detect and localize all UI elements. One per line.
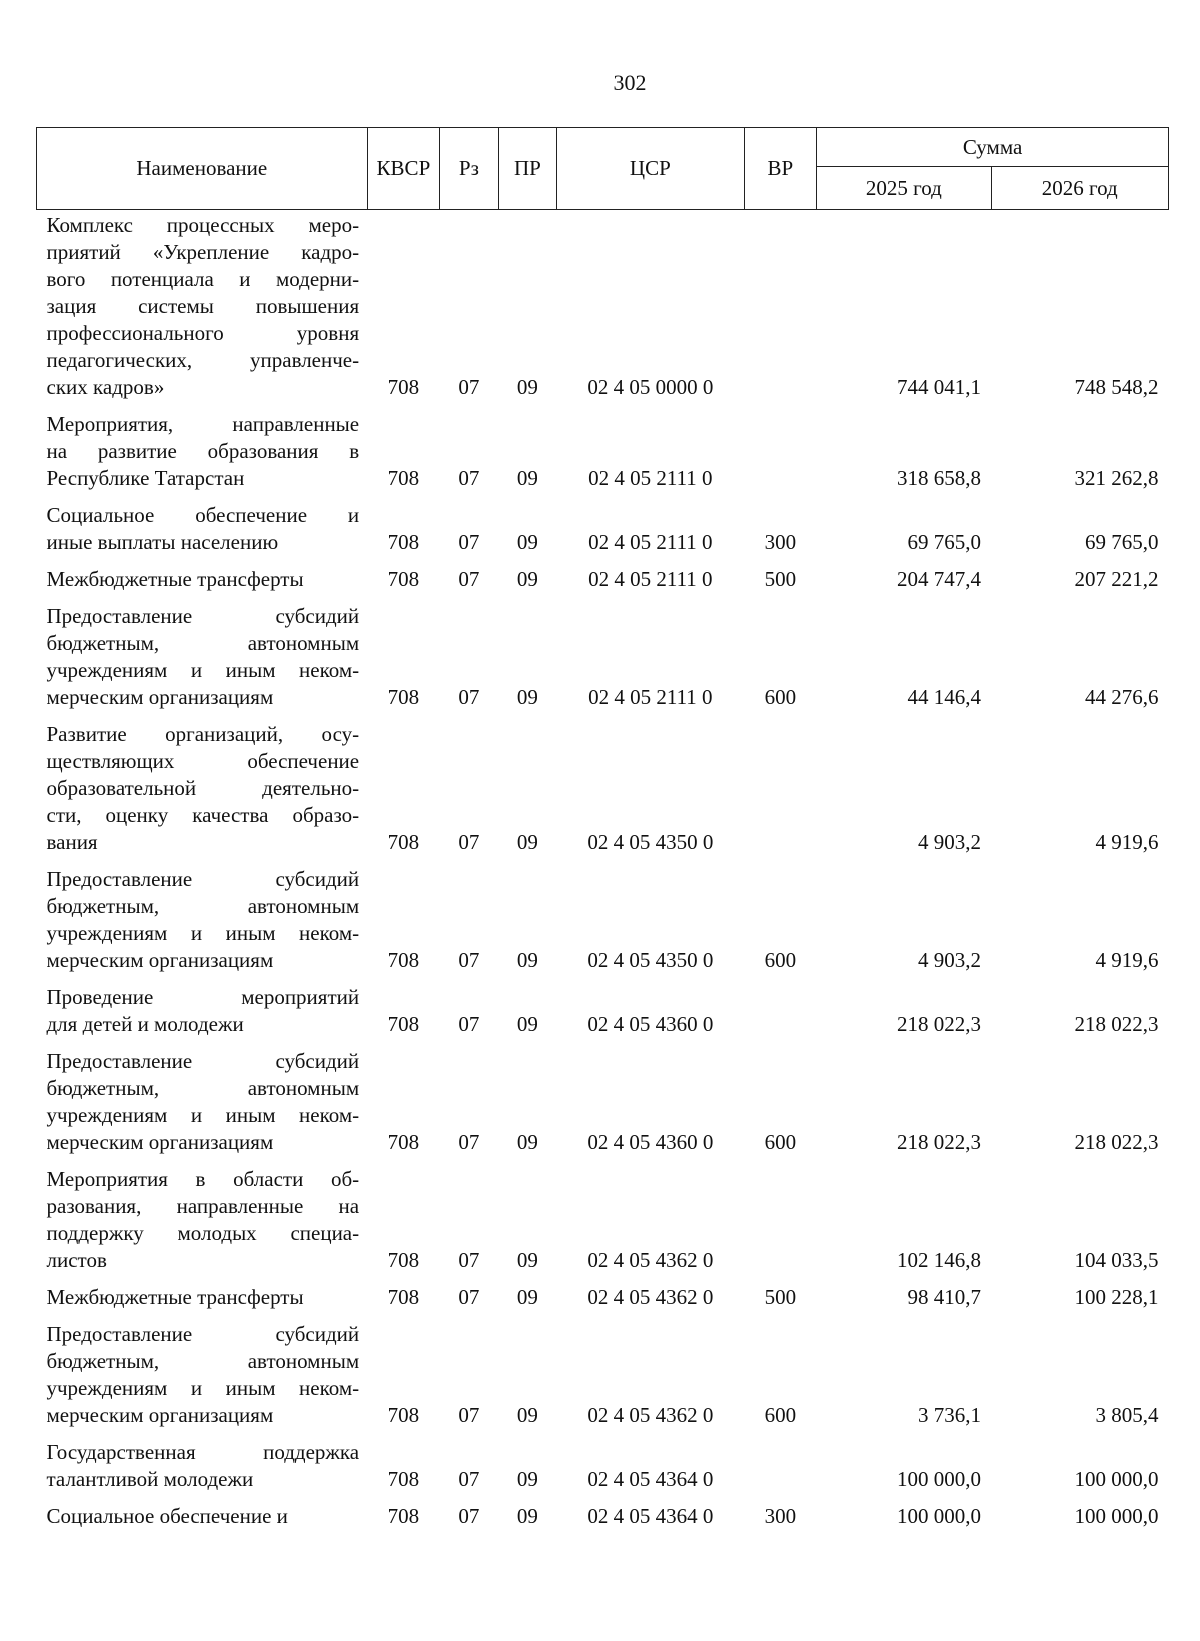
row-name-line: Предоставление субсидий	[46, 867, 360, 891]
row-sum-2025: 218 022,3	[897, 1012, 982, 1036]
row-name-line: вого потенциала и модерни-	[46, 267, 360, 291]
row-csr: 02 4 05 4360 0	[587, 1130, 714, 1154]
row-name-line: на развитие образования в	[46, 439, 360, 463]
row-rz: 07	[458, 1130, 480, 1154]
table-row	[37, 401, 1169, 492]
row-name-line: зация системы повышения	[46, 294, 360, 318]
row-name-line: для детей и молодежи	[46, 1012, 244, 1036]
row-vr: 300	[764, 530, 797, 554]
row-name	[37, 401, 368, 492]
row-vr	[744, 1429, 817, 1493]
row-vr	[744, 401, 817, 492]
row-sum-2026: 69 765,0	[1085, 530, 1159, 554]
row-sum-2026: 44 276,6	[1085, 685, 1159, 709]
header-rz: Рз	[440, 128, 498, 210]
row-kvsr: 708	[387, 1403, 420, 1427]
row-name-line: бюджетным, автономным	[46, 631, 360, 655]
row-pr: 09	[516, 1130, 538, 1154]
row-kvsr: 708	[387, 1012, 420, 1036]
row-vr	[744, 974, 817, 1038]
table-row	[37, 1156, 1169, 1274]
row-name-line: Предоставление субсидий	[46, 604, 360, 628]
row-name-line: поддержку молодых специа-	[46, 1221, 360, 1245]
table-row	[37, 974, 1169, 1038]
table-row	[37, 711, 1169, 856]
row-name-line: ществляющих обеспечение	[46, 749, 360, 773]
row-kvsr: 708	[387, 685, 420, 709]
row-pr: 09	[516, 375, 538, 399]
row-vr: 600	[764, 948, 797, 972]
row-name	[37, 1311, 368, 1429]
row-rz: 07	[458, 1012, 480, 1036]
row-kvsr: 708	[387, 1285, 420, 1309]
row-sum-2026: 748 548,2	[1074, 375, 1159, 399]
row-name-line: мерческим организациям	[46, 948, 274, 972]
row-rz: 07	[458, 948, 480, 972]
row-rz: 07	[458, 530, 480, 554]
row-name-line: Предоставление субсидий	[46, 1049, 360, 1073]
row-pr: 09	[516, 1248, 538, 1272]
row-csr: 02 4 05 0000 0	[587, 375, 714, 399]
row-rz: 07	[458, 1403, 480, 1427]
row-name-line: ских кадров»	[46, 375, 165, 399]
row-kvsr: 708	[387, 830, 420, 854]
row-sum-2025: 44 146,4	[907, 685, 982, 709]
row-csr: 02 4 05 2111 0	[588, 466, 713, 490]
row-sum-2026: 3 805,4	[1095, 1403, 1159, 1427]
row-sum-2026: 100 000,0	[1074, 1467, 1159, 1491]
row-name-line: талантливой молодежи	[46, 1467, 254, 1491]
row-vr: 300	[764, 1504, 797, 1528]
row-vr	[744, 1156, 817, 1274]
row-vr: 600	[764, 1130, 797, 1154]
row-pr: 09	[516, 530, 538, 554]
row-name-line: разования, направленные на	[46, 1194, 360, 1218]
row-pr: 09	[516, 1285, 538, 1309]
row-name-line: бюджетным, автономным	[46, 894, 360, 918]
row-rz: 07	[458, 1504, 480, 1528]
row-csr: 02 4 05 2111 0	[588, 685, 713, 709]
row-name-line: вания	[46, 830, 98, 854]
row-name	[37, 1274, 368, 1311]
row-sum-2025: 3 736,1	[918, 1403, 982, 1427]
row-name-line: Предоставление субсидий	[46, 1322, 360, 1346]
row-csr: 02 4 05 4362 0	[587, 1285, 714, 1309]
row-name-line: Комплекс процессных меро-	[46, 213, 360, 237]
row-name-line: бюджетным, автономным	[46, 1349, 360, 1373]
row-name-line: мерческим организациям	[46, 685, 274, 709]
row-sum-2025: 102 146,8	[897, 1248, 982, 1272]
row-csr: 02 4 05 4364 0	[587, 1504, 714, 1528]
row-csr: 02 4 05 4362 0	[587, 1248, 714, 1272]
row-name-line: Социальное обеспечение и	[46, 1504, 288, 1528]
row-name-line: мерческим организациям	[46, 1403, 274, 1427]
row-sum-2025: 744 041,1	[897, 375, 982, 399]
row-pr: 09	[516, 1467, 538, 1491]
row-vr	[744, 711, 817, 856]
row-kvsr: 708	[387, 1504, 420, 1528]
row-name-line: Межбюджетные трансферты	[46, 1285, 304, 1309]
row-sum-2026: 321 262,8	[1074, 466, 1159, 490]
row-name-line: мерческим организациям	[46, 1130, 274, 1154]
row-sum-2025: 100 000,0	[897, 1467, 982, 1491]
header-name: Наименование	[37, 128, 368, 210]
row-name-line: Мероприятия, направленные	[46, 412, 360, 436]
row-name-line: бюджетным, автономным	[46, 1076, 360, 1100]
row-rz: 07	[458, 375, 480, 399]
row-rz: 07	[458, 830, 480, 854]
row-name	[37, 1038, 368, 1156]
row-name-line: Социальное обеспечение и	[46, 503, 360, 527]
row-csr: 02 4 05 4350 0	[587, 830, 714, 854]
row-sum-2026: 218 022,3	[1074, 1130, 1159, 1154]
table-row	[37, 856, 1169, 974]
row-kvsr: 708	[387, 530, 420, 554]
row-rz: 07	[458, 466, 480, 490]
row-name-line: сти, оценку качества образо-	[46, 803, 360, 827]
row-rz: 07	[458, 685, 480, 709]
row-csr: 02 4 05 4350 0	[587, 948, 714, 972]
row-sum-2026: 100 000,0	[1074, 1504, 1159, 1528]
row-name-line: Мероприятия в области об-	[46, 1167, 360, 1191]
row-name-line: профессионального уровня	[46, 321, 360, 345]
row-sum-2025: 69 765,0	[907, 530, 982, 554]
header-csr: ЦСР	[557, 128, 744, 210]
row-name-line: Развитие организаций, осу-	[46, 722, 360, 746]
table-row	[37, 1493, 1169, 1530]
row-name-line: Республике Татарстан	[46, 466, 245, 490]
row-csr: 02 4 05 4362 0	[587, 1403, 714, 1427]
row-vr: 600	[764, 685, 797, 709]
table-body	[37, 210, 1169, 1531]
row-pr: 09	[516, 1012, 538, 1036]
row-sum-2025: 318 658,8	[897, 466, 982, 490]
row-vr: 500	[764, 1285, 797, 1309]
header-sum: Сумма	[817, 128, 1169, 167]
row-sum-2026: 4 919,6	[1095, 948, 1159, 972]
row-name-line: учреждениям и иным неком-	[46, 921, 360, 945]
row-name	[37, 210, 368, 402]
row-name-line: Государственная поддержка	[46, 1440, 360, 1464]
row-name	[37, 593, 368, 711]
row-csr: 02 4 05 2111 0	[588, 530, 713, 554]
page-number: 302	[613, 70, 647, 95]
row-name-line: учреждениям и иным неком-	[46, 1103, 360, 1127]
row-sum-2026: 100 228,1	[1074, 1285, 1159, 1309]
row-vr: 600	[764, 1403, 797, 1427]
row-kvsr: 708	[387, 466, 420, 490]
table-row	[37, 492, 1169, 556]
row-name	[37, 492, 368, 556]
row-name-line: учреждениям и иным неком-	[46, 658, 360, 682]
header-year-2025: 2025 год	[817, 167, 991, 210]
table-row	[37, 1311, 1169, 1429]
row-kvsr: 708	[387, 1130, 420, 1154]
row-name	[37, 974, 368, 1038]
row-name-line: листов	[46, 1248, 107, 1272]
row-sum-2025: 100 000,0	[897, 1504, 982, 1528]
row-rz: 07	[458, 1248, 480, 1272]
header-vr: ВР	[744, 128, 817, 210]
row-sum-2026: 218 022,3	[1074, 1012, 1159, 1036]
row-sum-2026: 4 919,6	[1095, 830, 1159, 854]
row-kvsr: 708	[387, 1248, 420, 1272]
row-pr: 09	[516, 466, 538, 490]
row-name	[37, 1156, 368, 1274]
header-kvsr: КВСР	[367, 128, 440, 210]
table-row	[37, 1429, 1169, 1493]
header-year-2026: 2026 год	[991, 167, 1168, 210]
row-pr: 09	[516, 948, 538, 972]
row-rz: 07	[458, 567, 480, 591]
row-name-line: образовательной деятельно-	[46, 776, 360, 800]
row-pr: 09	[516, 1504, 538, 1528]
table-header	[37, 128, 1169, 210]
row-name-line: Проведение мероприятий	[46, 985, 360, 1009]
row-name-line: приятий «Укрепление кадро-	[46, 240, 360, 264]
row-pr: 09	[516, 830, 538, 854]
row-name-line: учреждениям и иным неком-	[46, 1376, 360, 1400]
row-kvsr: 708	[387, 567, 420, 591]
row-pr: 09	[516, 685, 538, 709]
row-name-line: Межбюджетные трансферты	[46, 567, 304, 591]
row-csr: 02 4 05 4364 0	[587, 1467, 714, 1491]
row-pr: 09	[516, 567, 538, 591]
row-name	[37, 856, 368, 974]
row-name	[37, 711, 368, 856]
row-name	[37, 1429, 368, 1493]
row-sum-2025: 218 022,3	[897, 1130, 982, 1154]
row-sum-2026: 104 033,5	[1074, 1248, 1159, 1272]
row-sum-2025: 204 747,4	[897, 567, 982, 591]
row-rz: 07	[458, 1467, 480, 1491]
row-csr: 02 4 05 2111 0	[588, 567, 713, 591]
row-kvsr: 708	[387, 948, 420, 972]
row-kvsr: 708	[387, 1467, 420, 1491]
table-row	[37, 1274, 1169, 1311]
row-vr	[744, 210, 817, 402]
budget-table	[36, 127, 1169, 1530]
table-row	[37, 593, 1169, 711]
table-row	[37, 1038, 1169, 1156]
header-pr: ПР	[498, 128, 556, 210]
row-sum-2025: 4 903,2	[918, 830, 982, 854]
row-sum-2026: 207 221,2	[1074, 567, 1159, 591]
table-row	[37, 210, 1169, 402]
row-kvsr: 708	[387, 375, 420, 399]
row-name	[37, 556, 368, 593]
row-pr: 09	[516, 1403, 538, 1427]
row-name-line: иные выплаты населению	[46, 530, 279, 554]
row-name	[37, 1493, 368, 1530]
row-csr: 02 4 05 4360 0	[587, 1012, 714, 1036]
row-sum-2025: 98 410,7	[907, 1285, 982, 1309]
row-sum-2025: 4 903,2	[918, 948, 982, 972]
row-vr: 500	[764, 567, 797, 591]
row-name-line: педагогических, управленче-	[46, 348, 360, 372]
table-row	[37, 556, 1169, 593]
row-rz: 07	[458, 1285, 480, 1309]
